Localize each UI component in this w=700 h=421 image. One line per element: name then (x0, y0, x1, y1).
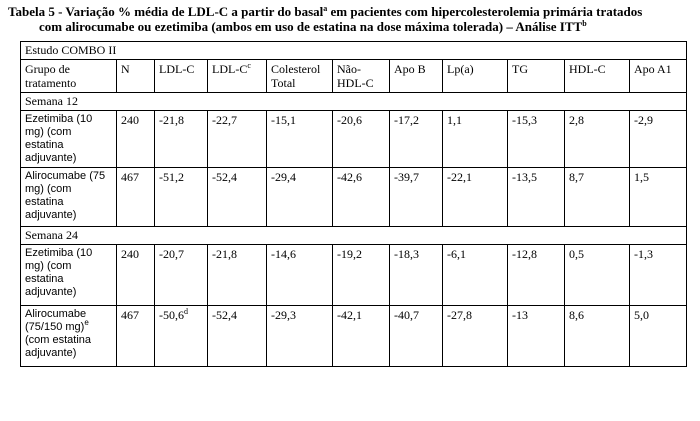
header-n: N (117, 60, 155, 93)
table-row (21, 245, 687, 306)
cell-lpa: -6,1 (443, 245, 508, 306)
section-label: Semana 12 (21, 93, 687, 111)
footnote-marker: e (84, 318, 89, 327)
header-non-hdl-c: Não-HDL-C (333, 60, 390, 93)
results-table (20, 41, 687, 367)
cell-non-hdl-c: -19,2 (333, 245, 390, 306)
cell-n: 467 (117, 168, 155, 227)
footnote-marker: a (323, 4, 328, 13)
cell-non-hdl-c: -42,1 (333, 306, 390, 367)
table-caption (8, 4, 694, 34)
cell-apo-b: -39,7 (390, 168, 443, 227)
cell-apo-a1: 1,5 (630, 168, 687, 227)
cell-n: 467 (117, 306, 155, 367)
cell-apo-a1: -2,9 (630, 111, 687, 168)
header-apo-a1: Apo A1 (630, 60, 687, 93)
caption-line-2 (8, 19, 694, 34)
cell-hdl-c: 2,8 (565, 111, 630, 168)
header-ldl-c: LDL-C (155, 60, 208, 93)
caption-line-1 (8, 4, 694, 19)
cell-non-hdl-c: -42,6 (333, 168, 390, 227)
cell-value: -50,6 (159, 308, 184, 322)
cell-ldl-c (155, 306, 208, 367)
header-lpa: Lp(a) (443, 60, 508, 93)
cell-n: 240 (117, 245, 155, 306)
header-apo-b: Apo B (390, 60, 443, 93)
cell-total-cholesterol: -29,3 (267, 306, 333, 367)
cell-group: Alirocumabe (75 mg) (com estatina adjuvante) (21, 168, 117, 227)
cell-group: Ezetimiba (10 mg) (com estatina adjuvante) (21, 245, 117, 306)
cell-hdl-c: 0,5 (565, 245, 630, 306)
cell-total-cholesterol: -14,6 (267, 245, 333, 306)
header-total-cholesterol: Colesterol Total (267, 60, 333, 93)
cell-apo-a1: -1,3 (630, 245, 687, 306)
cell-group (21, 306, 117, 367)
header-label: LDL-C (212, 62, 248, 76)
caption-text: em pacientes com hipercolesterolemia primária tratados (327, 4, 643, 19)
table-row (21, 168, 687, 227)
cell-tg: -15,3 (508, 111, 565, 168)
study-title: Estudo COMBO II (21, 42, 687, 60)
cell-ldl-c-calculated: -52,4 (208, 306, 267, 367)
cell-total-cholesterol: -29,4 (267, 168, 333, 227)
footnote-marker: b (582, 19, 587, 28)
cell-tg: -12,8 (508, 245, 565, 306)
cell-ldl-c: -21,8 (155, 111, 208, 168)
group-label-tail: (com estatina adjuvante) (25, 334, 92, 359)
header-hdl-c: HDL-C (565, 60, 630, 93)
table-row (21, 306, 687, 367)
cell-total-cholesterol: -15,1 (267, 111, 333, 168)
cell-group: Ezetimiba (10 mg) (com estatina adjuvante) (21, 111, 117, 168)
header-group: Grupo de tratamento (21, 60, 117, 93)
cell-apo-b: -18,3 (390, 245, 443, 306)
cell-lpa: -22,1 (443, 168, 508, 227)
table-row (21, 111, 687, 168)
cell-lpa: 1,1 (443, 111, 508, 168)
cell-ldl-c: -51,2 (155, 168, 208, 227)
cell-ldl-c: -20,7 (155, 245, 208, 306)
cell-hdl-c: 8,6 (565, 306, 630, 367)
cell-lpa: -27,8 (443, 306, 508, 367)
header-tg: TG (508, 60, 565, 93)
group-label: Alirocumabe (75/150 mg) (25, 308, 87, 333)
cell-n: 240 (117, 111, 155, 168)
cell-ldl-c-calculated: -52,4 (208, 168, 267, 227)
header-row (21, 60, 687, 93)
cell-tg: -13,5 (508, 168, 565, 227)
header-ldl-c-calculated (208, 60, 267, 93)
cell-apo-a1: 5,0 (630, 306, 687, 367)
cell-tg: -13 (508, 306, 565, 367)
cell-apo-b: -40,7 (390, 306, 443, 367)
caption-text: Tabela 5 - Variação % média de LDL-C a partir do basal (8, 4, 324, 19)
cell-non-hdl-c: -20,6 (333, 111, 390, 168)
cell-apo-b: -17,2 (390, 111, 443, 168)
footnote-marker: c (247, 61, 251, 70)
caption-text: com alirocumabe ou ezetimiba (ambos em uso de estatina na dose máxima tolerada) – Análise ITT (39, 19, 583, 34)
cell-ldl-c-calculated: -22,7 (208, 111, 267, 168)
cell-hdl-c: 8,7 (565, 168, 630, 227)
section-label: Semana 24 (21, 227, 687, 245)
footnote-marker: d (184, 307, 188, 316)
cell-ldl-c-calculated: -21,8 (208, 245, 267, 306)
